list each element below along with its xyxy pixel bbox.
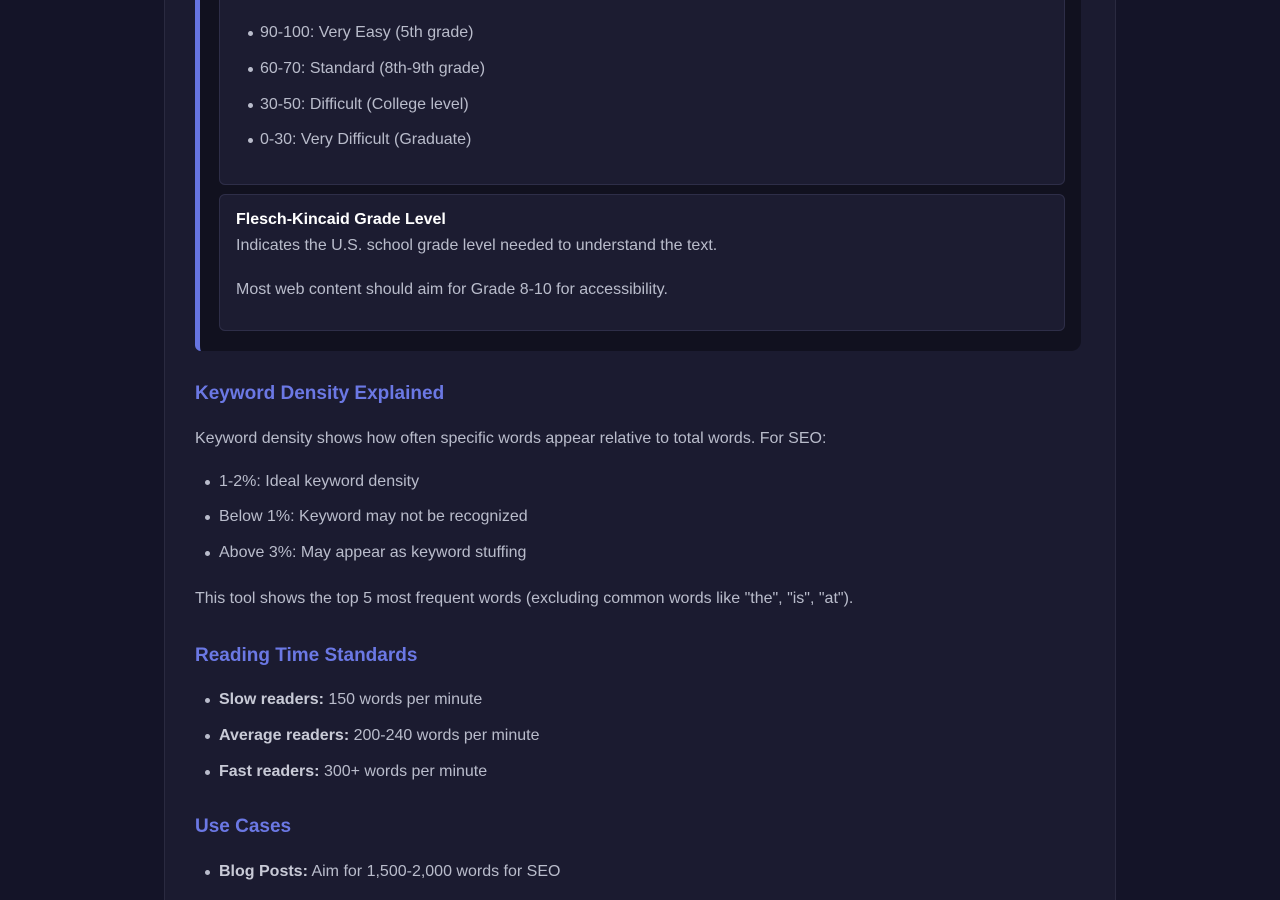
bullet [205, 480, 210, 485]
reading-time-value: 200-240 words per minute [349, 727, 540, 744]
flesch-scale-item: 0-30: Very Difficult (Graduate) [260, 131, 472, 148]
reading-time-item [219, 726, 539, 746]
bullet [248, 67, 253, 72]
grade-level-title: Flesch-Kincaid Grade Level [236, 211, 446, 228]
reading-time-label: Fast readers: [219, 763, 320, 780]
use-case-label: Blog Posts: [219, 863, 308, 880]
reading-time-label: Slow readers: [219, 691, 324, 708]
use-case-value: Aim for 1,500-2,000 words for SEO [307, 863, 561, 880]
reading-time-value: 150 words per minute [323, 691, 483, 708]
bullet [205, 870, 210, 875]
reading-time-item [219, 690, 482, 710]
keyword-density-item: Below 1%: Keyword may not be recognized [219, 508, 528, 525]
flesch-scale-item: 90-100: Very Easy (5th grade) [260, 24, 474, 41]
keyword-density-note: This tool shows the top 5 most frequent words (excluding common words like "the", "is", "at"). [195, 590, 854, 607]
content-panel [164, 0, 1116, 900]
bullet [205, 551, 210, 556]
keyword-density-item: Above 3%: May appear as keyword stuffing [219, 544, 527, 561]
readability-callout [195, 0, 1081, 351]
bullet [248, 31, 253, 36]
bullet [205, 698, 210, 703]
reading-time-item [219, 762, 487, 782]
reading-time-value: 300+ words per minute [319, 763, 488, 780]
bullet [205, 770, 210, 775]
reading-time-label: Average readers: [219, 727, 350, 744]
flesch-scale-item: 30-50: Difficult (College level) [260, 96, 469, 113]
grade-level-description: Indicates the U.S. school grade level needed to understand the text. [236, 237, 718, 254]
bullet [205, 515, 210, 520]
bullet [248, 103, 253, 108]
flesch-scale-card [219, 0, 1065, 185]
use-cases-heading: Use Cases [195, 816, 292, 837]
keyword-density-heading: Keyword Density Explained [195, 383, 445, 404]
reading-time-heading: Reading Time Standards [195, 645, 418, 666]
keyword-density-item: 1-2%: Ideal keyword density [219, 473, 420, 490]
keyword-density-intro: Keyword density shows how often specific words appear relative to total words. For SEO: [195, 430, 827, 447]
bullet [248, 138, 253, 143]
grade-level-recommendation: Most web content should aim for Grade 8-10 for accessibility. [236, 281, 668, 298]
use-case-item [219, 862, 560, 882]
flesch-scale-item: 60-70: Standard (8th-9th grade) [260, 60, 486, 77]
grade-level-card [219, 194, 1065, 331]
bullet [205, 734, 210, 739]
